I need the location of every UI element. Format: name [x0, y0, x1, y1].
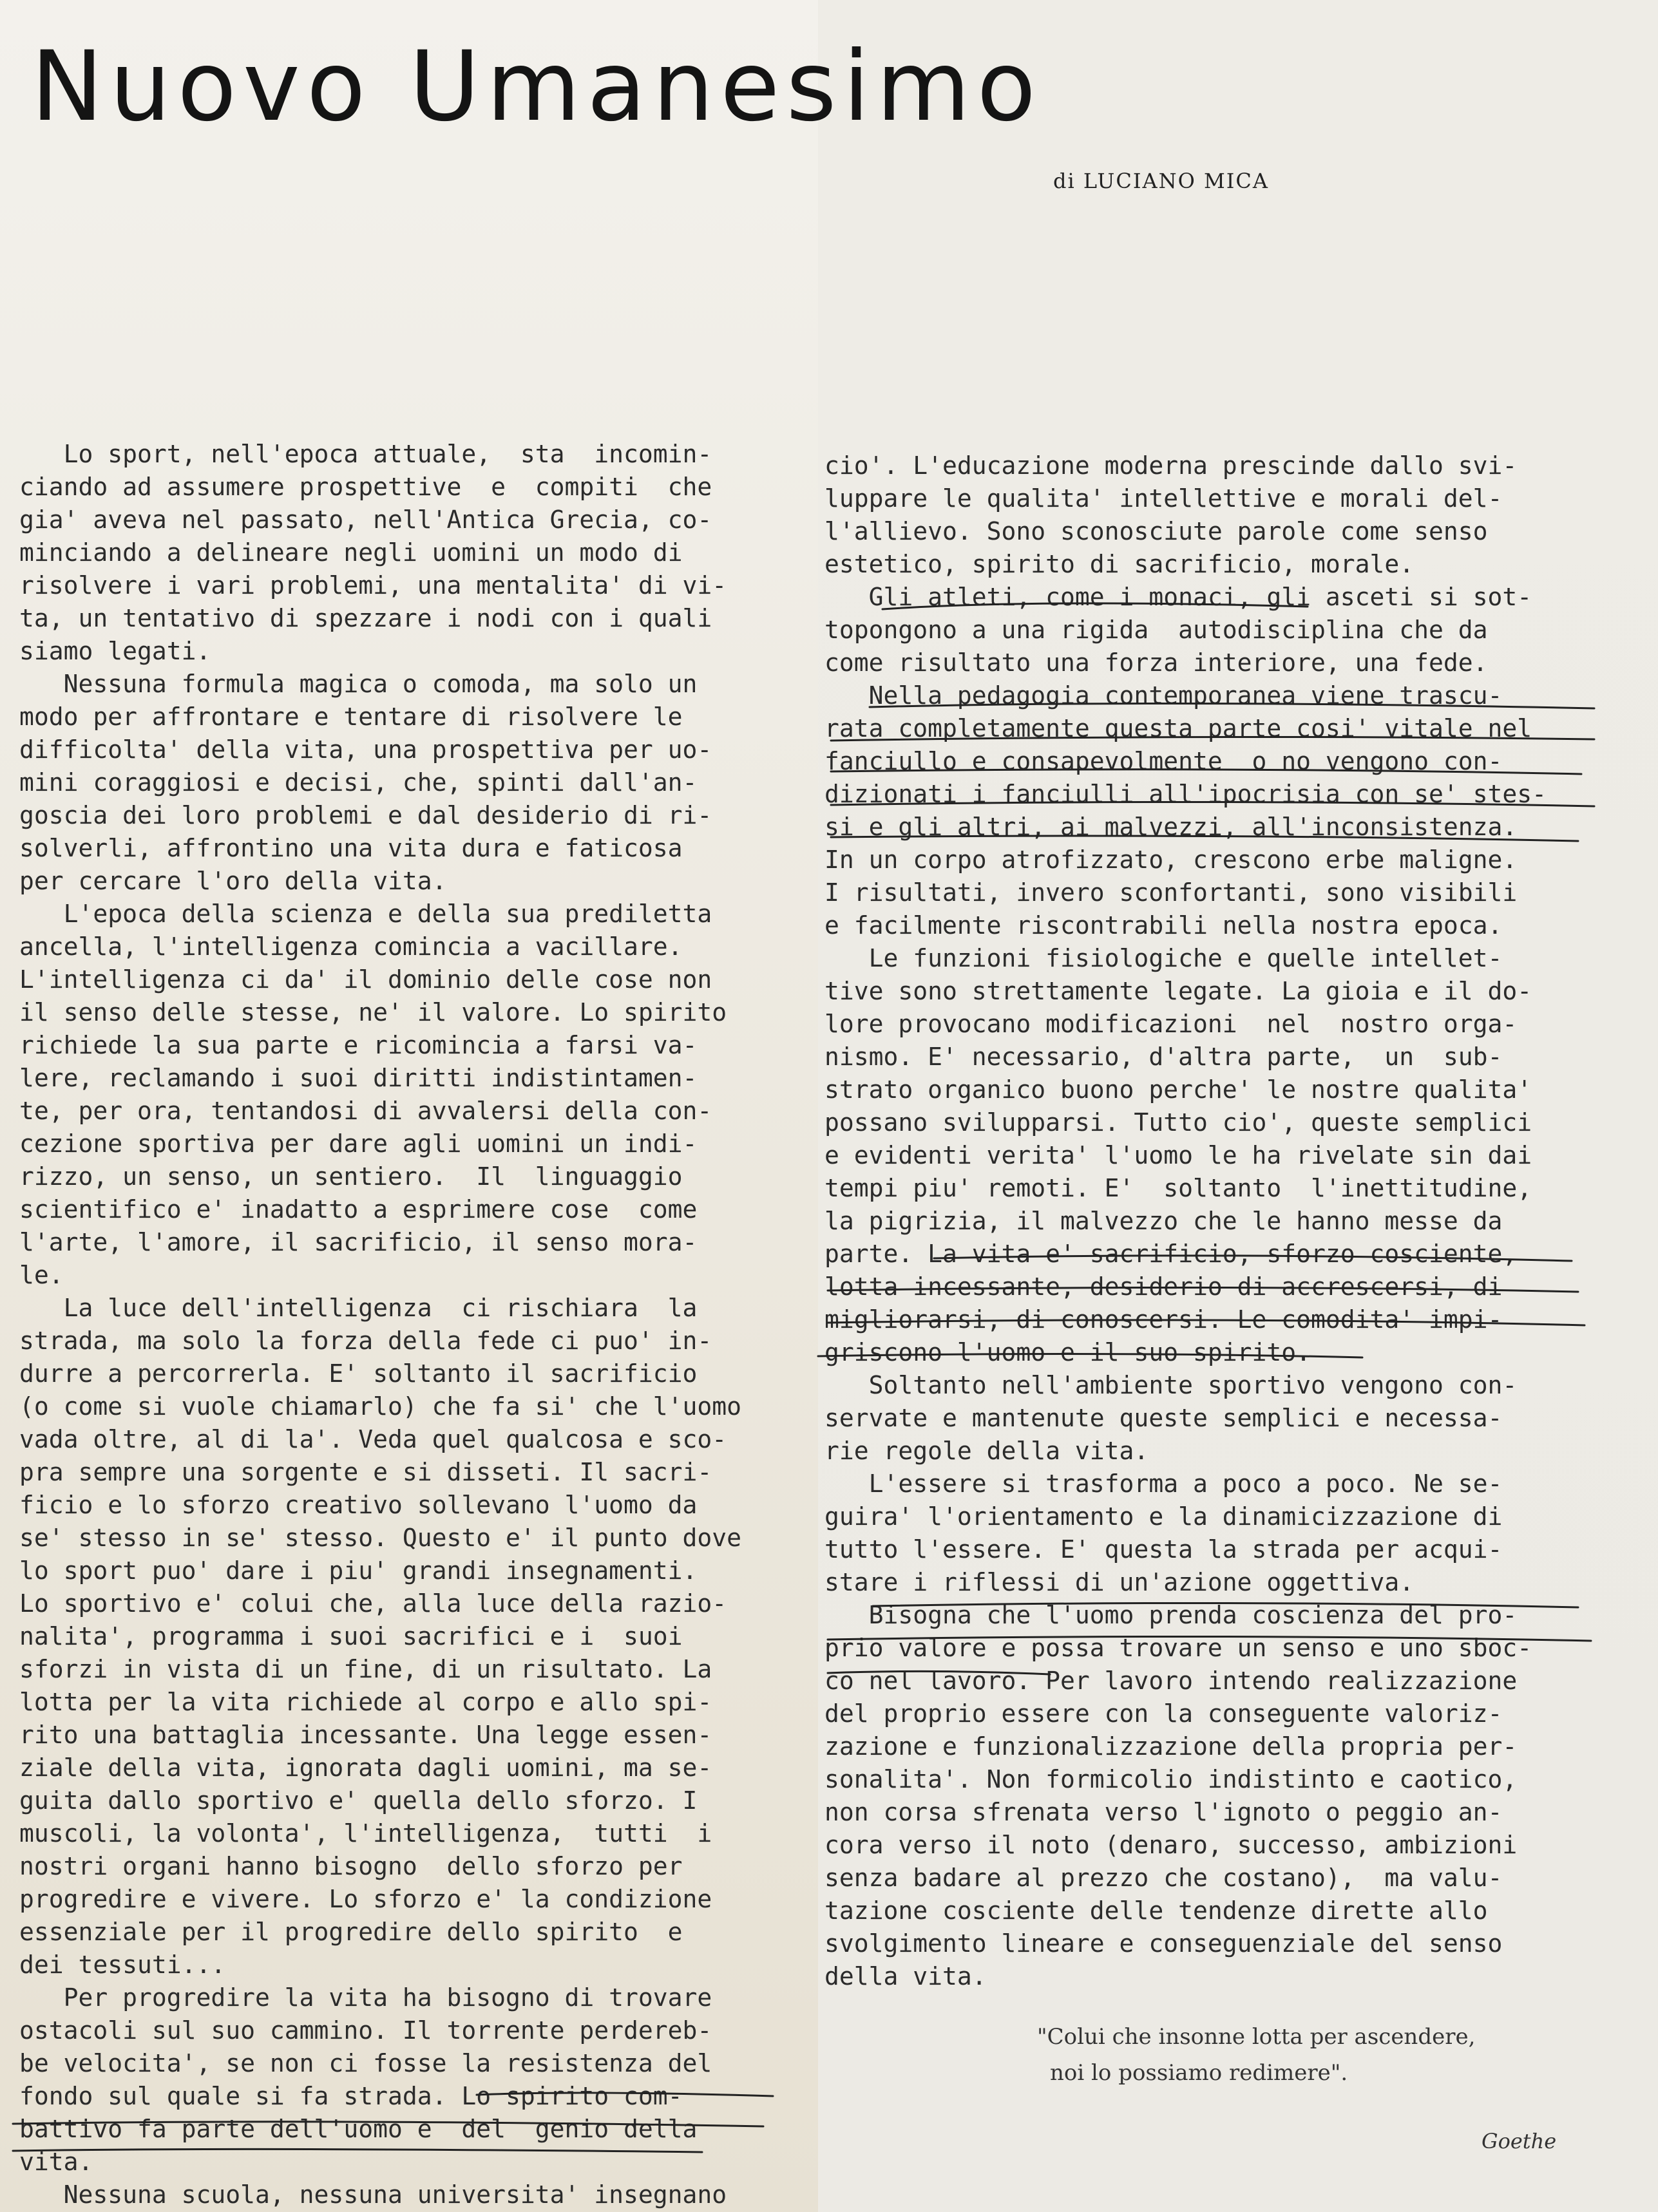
text-line: modo per affrontare e tentare di risolvere le: [19, 703, 683, 731]
text-line: vita.: [19, 2148, 93, 2176]
text-line: l'allievo. Sono sconosciute parole come senso: [824, 517, 1488, 545]
text-line: per cercare l'oro della vita.: [19, 867, 447, 895]
text-line: scientifico e' inadatto a esprimere cose come: [19, 1195, 698, 1224]
text-line: fanciullo e consapevolmente o no vengono con-: [824, 747, 1503, 775]
text-line: Soltanto nell'ambiente sportivo vengono con-: [824, 1371, 1518, 1399]
text-line: ziale della vita, ignorata dagli uomini, ma se-: [19, 1754, 712, 1782]
text-line: come risultato una forza interiore, una fede.: [824, 648, 1488, 677]
text-line: goscia dei loro problemi e dal desiderio di ri-: [19, 801, 712, 829]
text-line: se' stesso in se' stesso. Questo e' il punto dove: [19, 1524, 742, 1552]
text-line: lore provocano modificazioni nel nostro orga-: [824, 1010, 1518, 1038]
text-line: nostri organi hanno bisogno dello sforzo per: [19, 1852, 683, 1880]
text-line: e facilmente riscontrabili nella nostra epoca.: [824, 911, 1503, 940]
text-line: della vita.: [824, 1962, 987, 1990]
text-line: luppare le qualita' intellettive e morali del-: [824, 484, 1503, 513]
text-line: solverli, affrontino una vita dura e faticosa: [19, 834, 683, 862]
text-line: In un corpo atrofizzato, crescono erbe maligne.: [824, 846, 1518, 874]
text-line: Lo sportivo e' colui che, alla luce della razio-: [19, 1589, 727, 1618]
text-line: tive sono strettamente legate. La gioia e il do-: [824, 977, 1532, 1005]
text-line: il senso delle stesse, ne' il valore. Lo spirito: [19, 998, 727, 1026]
text-line: estetico, spirito di sacrificio, morale.: [824, 550, 1415, 578]
text-line: si e gli altri, ai malvezzi, all'inconsistenza.: [824, 813, 1518, 841]
text-line: del proprio essere con la conseguente valoriz-: [824, 1699, 1503, 1728]
text-line: durre a percorrerla. E' soltanto il sacrificio: [19, 1359, 698, 1388]
text-line: Le funzioni fisiologiche e quelle intellet-: [824, 944, 1503, 972]
text-line: possano svilupparsi. Tutto cio', queste semplici: [824, 1108, 1532, 1137]
left-text-column: [19, 438, 773, 2211]
text-line: lotta per la vita richiede al corpo e allo spi-: [19, 1688, 712, 1716]
text-line: ostacoli sul suo cammino. Il torrente perdereb-: [19, 2016, 712, 2045]
text-line: migliorarsi, di conoscersi. Le comodita' impi-: [824, 1305, 1503, 1334]
text-line: dei tessuti...: [19, 1951, 226, 1979]
text-line: nalita', programma i suoi sacrifici e i suoi: [19, 1622, 683, 1650]
text-line: senza badare al prezzo che costano), ma valu-: [824, 1864, 1503, 1892]
text-line: nismo. E' necessario, d'altra parte, un sub-: [824, 1043, 1503, 1071]
text-line: Gli atleti, come i monaci, gli asceti si sot-: [824, 583, 1532, 611]
text-line: dizionati i fanciulli all'ipocrisia con se' stes-: [824, 780, 1547, 808]
text-line: Lo sport, nell'epoca attuale, sta incomin-: [19, 440, 712, 468]
text-line: tutto l'essere. E' questa la strada per acqui-: [824, 1535, 1503, 1564]
text-line: ancella, l'intelligenza comincia a vacillare.: [19, 932, 683, 961]
text-line: richiede la sua parte e ricomincia a farsi va-: [19, 1031, 698, 1059]
article-title: Nuovo Umanesimo: [31, 31, 1043, 143]
text-line: strato organico buono perche' le nostre qualita': [824, 1075, 1532, 1104]
text-line: progredire e vivere. Lo sforzo e' la condizione: [19, 1885, 712, 1913]
text-line: ta, un tentativo di spezzare i nodi con i quali: [19, 604, 712, 632]
text-line: L'essere si trasforma a poco a poco. Ne se-: [824, 1470, 1503, 1498]
text-line: sforzi in vista di un fine, di un risultato. La: [19, 1655, 712, 1683]
text-line: risolvere i vari problemi, una mentalita' di vi-: [19, 571, 727, 600]
text-line: e evidenti verita' l'uomo le ha rivelate sin dai: [824, 1141, 1532, 1169]
text-line: (o come si vuole chiamarlo) che fa si' che l'uomo: [19, 1392, 742, 1421]
text-line: guira' l'orientamento e la dinamicizzazione di: [824, 1502, 1503, 1531]
text-line: guita dallo sportivo e' quella dello sforzo. I: [19, 1786, 698, 1815]
epigraph-quote: [1037, 2019, 1591, 2091]
text-line: lere, reclamando i suoi diritti indistintamen-: [19, 1064, 698, 1092]
text-line: ficio e lo sforzo creativo sollevano l'uomo da: [19, 1491, 698, 1519]
text-line: cezione sportiva per dare agli uomini un indi-: [19, 1130, 698, 1158]
text-line: fondo sul quale si fa strada. Lo spirito com-: [19, 2082, 683, 2110]
text-line: rata completamente questa parte cosi' vitale nel: [824, 714, 1532, 742]
text-line: l'arte, l'amore, il sacrificio, il senso mora-: [19, 1228, 698, 1256]
text-line: minciando a delineare negli uomini un modo di: [19, 538, 683, 567]
text-line: prio valore e possa trovare un senso e uno sboc-: [824, 1634, 1532, 1662]
text-line: rito una battaglia incessante. Una legge essen-: [19, 1721, 712, 1749]
text-line: siamo legati.: [19, 637, 211, 665]
text-line: battivo fa parte dell'uomo e del genio della: [19, 2115, 698, 2143]
text-line: tazione cosciente delle tendenze dirette allo: [824, 1896, 1488, 1925]
epigraph-line: "Colui che insonne lotta per ascendere,: [1037, 2024, 1476, 2050]
text-line: tempi piu' remoti. E' soltanto l'inettitudine,: [824, 1174, 1532, 1202]
text-line: rie regole della vita.: [824, 1437, 1149, 1465]
text-line: Nessuna scuola, nessuna universita' insegnano: [19, 2180, 727, 2209]
text-line: parte. La vita e' sacrificio, sforzo cosciente,: [824, 1240, 1518, 1268]
text-line: Per progredire la vita ha bisogno di trovare: [19, 1983, 712, 2012]
text-line: be velocita', se non ci fosse la resistenza del: [19, 2049, 712, 2077]
text-line: pra sempre una sorgente e si disseti. Il sacri-: [19, 1458, 712, 1486]
text-line: Nessuna formula magica o comoda, ma solo un: [19, 670, 698, 698]
epigraph-line: noi lo possiamo redimere".: [1050, 2060, 1348, 2086]
text-line: L'intelligenza ci da' il dominio delle cose non: [19, 965, 712, 994]
text-line: Nella pedagogia contemporanea viene trascu-: [824, 681, 1503, 710]
right-text-column: [824, 449, 1585, 1993]
text-line: essenziale per il progredire dello spirito e: [19, 1918, 683, 1946]
text-line: non corsa sfrenata verso l'ignoto o peggio an-: [824, 1798, 1503, 1826]
text-line: La luce dell'intelligenza ci rischiara la: [19, 1294, 698, 1322]
text-line: Bisogna che l'uomo prenda coscienza del pro-: [824, 1601, 1518, 1629]
text-line: le.: [19, 1261, 64, 1289]
text-line: la pigrizia, il malvezzo che le hanno messe da: [824, 1207, 1503, 1235]
epigraph-author: Goethe: [1482, 2129, 1557, 2153]
text-line: servate e mantenute queste semplici e necessa-: [824, 1404, 1503, 1432]
text-line: ciando ad assumere prospettive e compiti che: [19, 473, 712, 501]
text-line: rizzo, un senso, un sentiero. Il linguaggio: [19, 1162, 683, 1191]
text-line: co nel lavoro. Per lavoro intendo realizzazione: [824, 1667, 1518, 1695]
text-line: stare i riflessi di un'azione oggettiva.: [824, 1568, 1415, 1596]
text-line: lo sport puo' dare i piu' grandi insegnamenti.: [19, 1556, 698, 1585]
text-line: mini coraggiosi e decisi, che, spinti dall'an-: [19, 768, 698, 797]
text-line: strada, ma solo la forza della fede ci puo' in-: [19, 1327, 712, 1355]
text-line: svolgimento lineare e conseguenziale del senso: [824, 1929, 1503, 1958]
text-line: lotta incessante, desiderio di accrescersi, di: [824, 1272, 1503, 1301]
text-line: te, per ora, tentandosi di avvalersi della con-: [19, 1097, 712, 1125]
text-line: vada oltre, al di la'. Veda quel qualcosa e sco-: [19, 1425, 727, 1453]
article-byline: di LUCIANO MICA: [1053, 169, 1269, 193]
text-line: griscono l'uomo e il suo spirito.: [824, 1338, 1311, 1366]
text-line: difficolta' della vita, una prospettiva per uo-: [19, 735, 712, 764]
text-line: gia' aveva nel passato, nell'Antica Grecia, co-: [19, 506, 712, 534]
text-line: topongono a una rigida autodisciplina che da: [824, 616, 1488, 644]
text-line: sonalita'. Non formicolio indistinto e caotico,: [824, 1765, 1518, 1793]
text-line: cio'. L'educazione moderna prescinde dallo svi-: [824, 451, 1518, 480]
text-line: cora verso il noto (denaro, successo, ambizioni: [824, 1831, 1518, 1859]
text-line: muscoli, la volonta', l'intelligenza, tutti i: [19, 1819, 712, 1848]
text-line: I risultati, invero sconfortanti, sono visibili: [824, 878, 1518, 907]
text-line: zazione e funzionalizzazione della propria per-: [824, 1732, 1518, 1761]
text-line: L'epoca della scienza e della sua prediletta: [19, 900, 712, 928]
